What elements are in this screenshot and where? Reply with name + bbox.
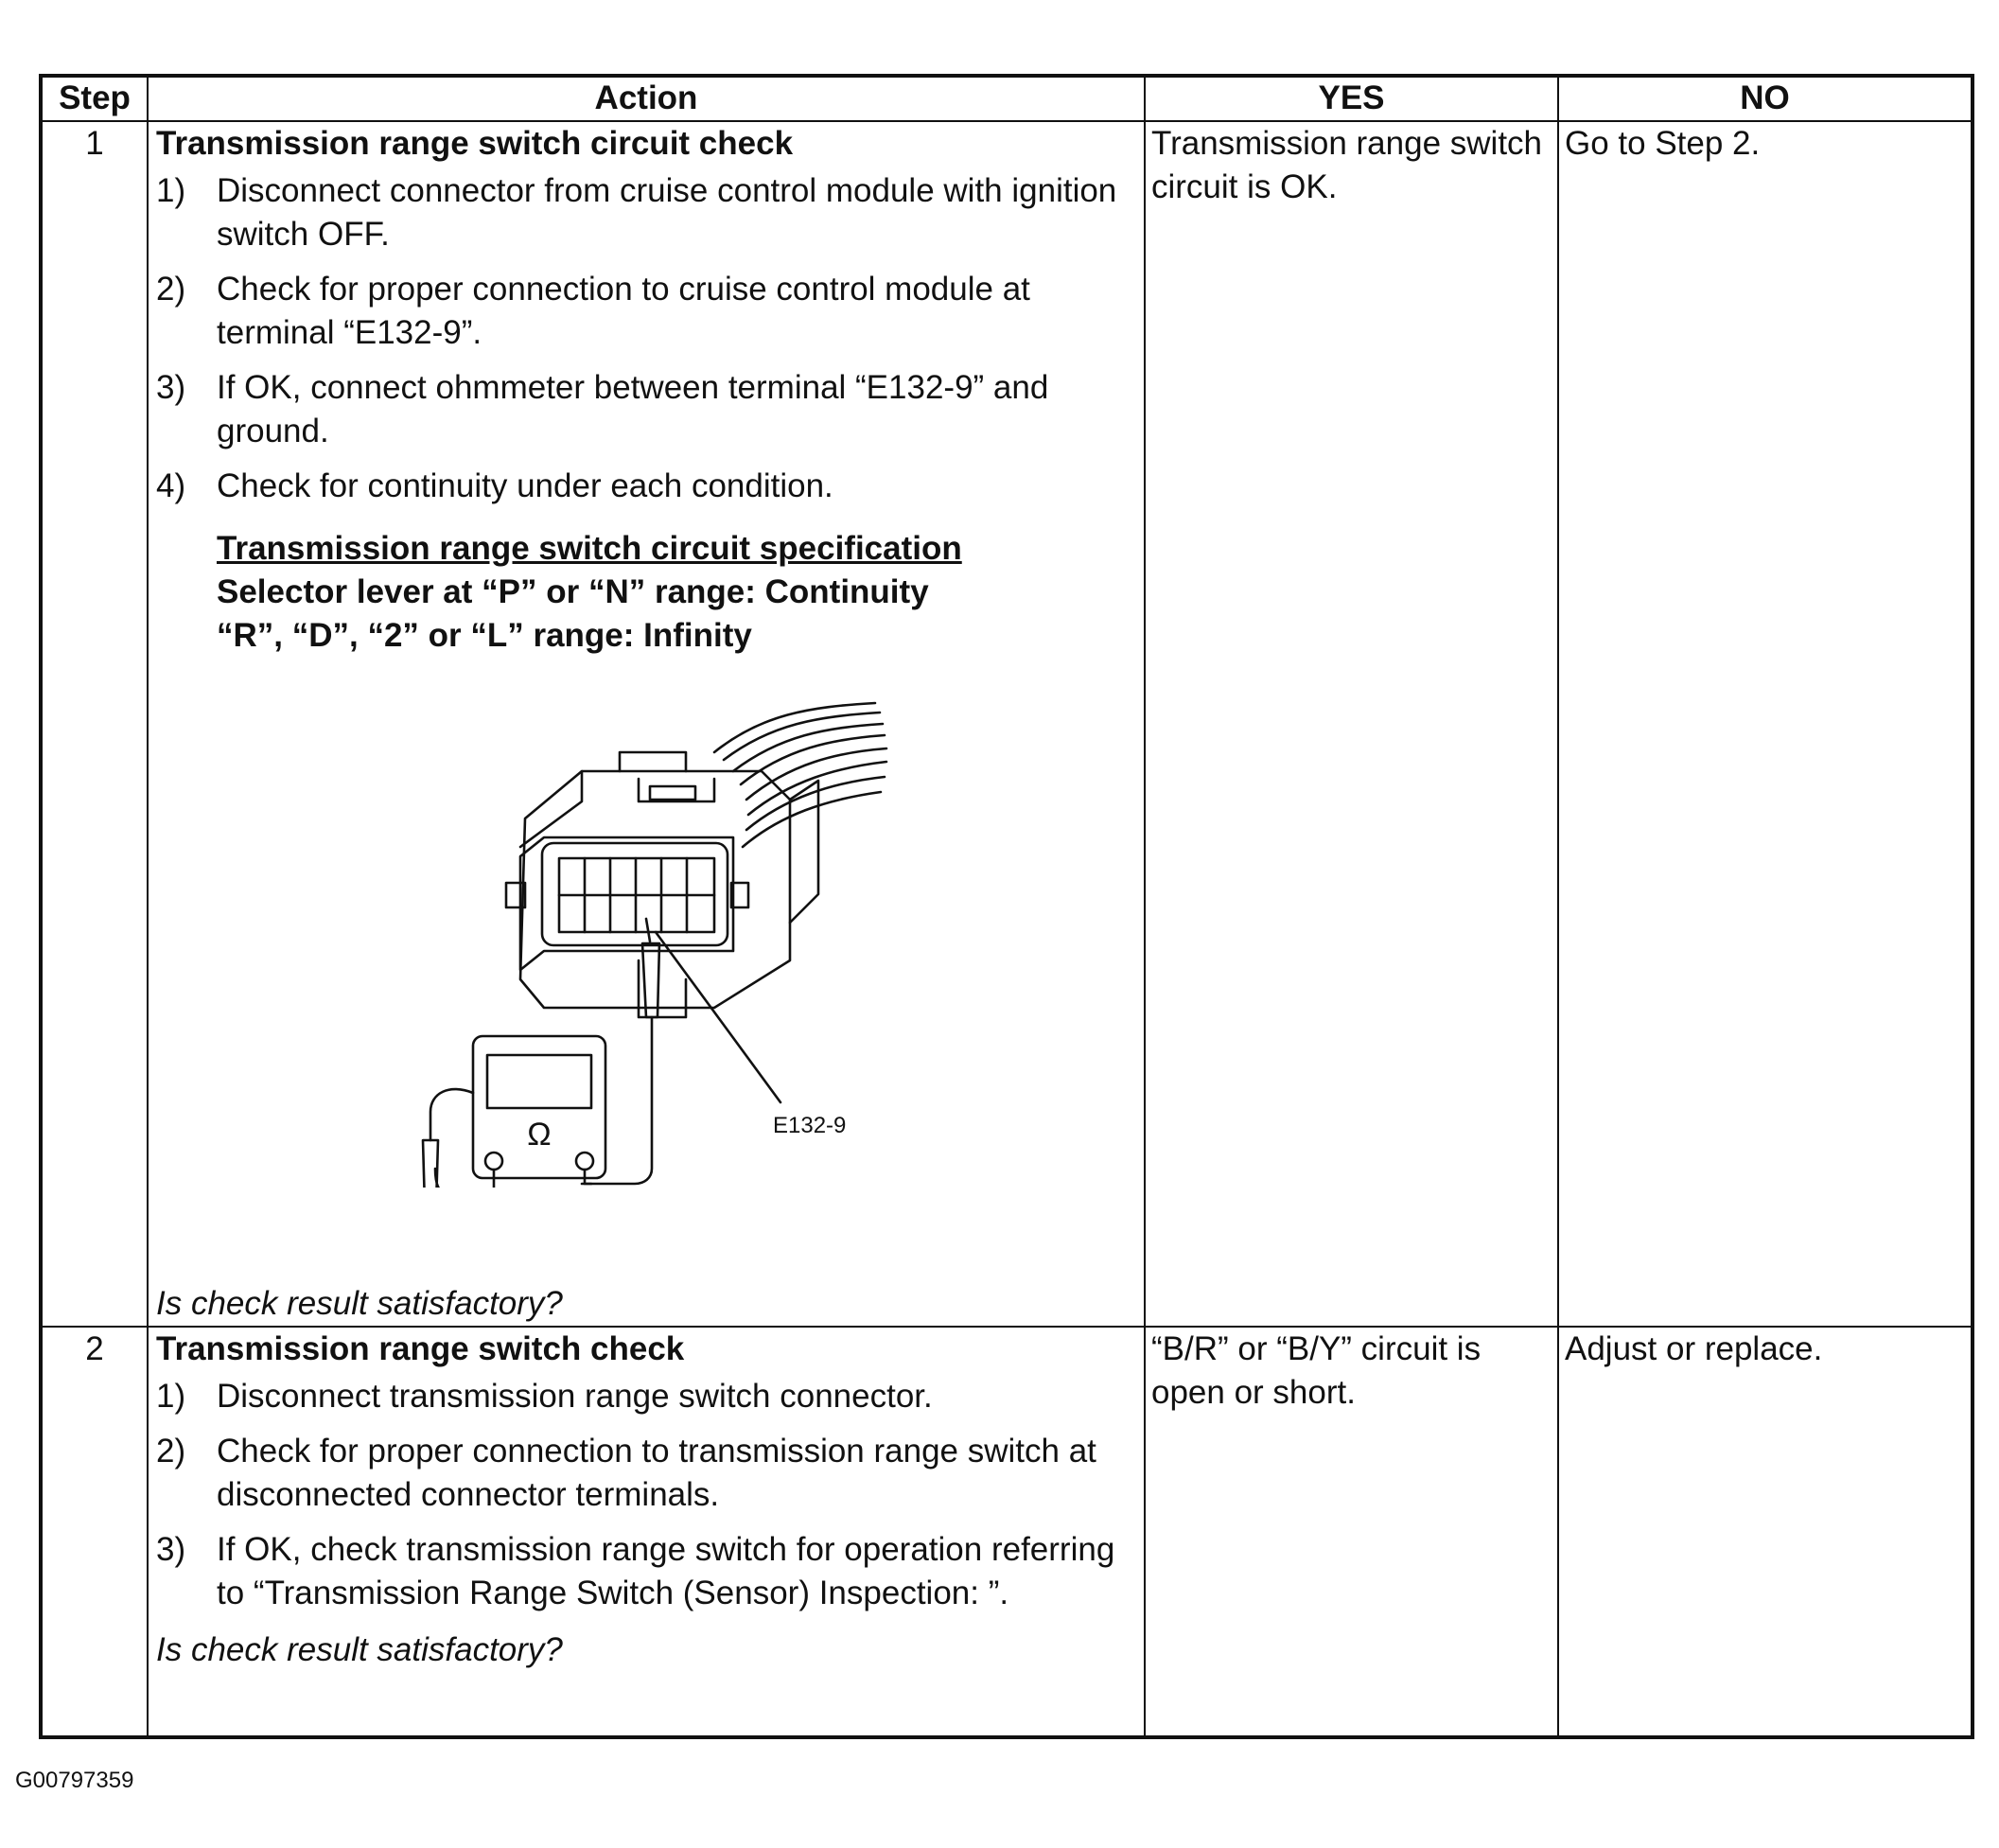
header-row: [41, 76, 1973, 121]
diagnostic-table: [39, 74, 1974, 1739]
spec-line: Selector lever at “P” or “N” range: Continuity: [217, 573, 929, 610]
action-cell: [148, 121, 1145, 1327]
step-number: 2: [41, 1327, 148, 1737]
item-number: 2): [156, 1433, 186, 1470]
item-text: Disconnect connector from cruise control module with ignition switch OFF.: [217, 172, 1117, 253]
item-text: If OK, connect ohmmeter between terminal “E132-9” and ground.: [217, 369, 1049, 449]
check-question: Is check result satisfactory?: [156, 1285, 563, 1322]
list-item: [156, 1375, 1136, 1418]
header-yes: YES: [1145, 76, 1558, 121]
spec-line: “R”, “D”, “2” or “L” range: Infinity: [217, 617, 752, 654]
table-row-step-2: [41, 1327, 1973, 1737]
list-item: [156, 366, 1136, 453]
item-number: 3): [156, 1531, 186, 1568]
yes-result: “B/R” or “B/Y” circuit is open or short.: [1145, 1327, 1558, 1737]
action-list: [156, 169, 1136, 508]
connector-ohmmeter-diagram: [402, 695, 932, 1188]
ohmmeter: [435, 1036, 605, 1188]
list-item: [156, 169, 1136, 256]
wire-bundle: [714, 703, 886, 847]
item-text: Check for proper connection to transmission range switch at disconnected connector terminals.: [217, 1433, 1096, 1513]
list-item: [156, 268, 1136, 355]
list-item: [156, 1430, 1136, 1517]
specification-block: [217, 527, 1136, 658]
list-item: [156, 465, 1136, 508]
item-number: 4): [156, 467, 186, 504]
diagram-area: [156, 658, 1136, 1282]
image-code: G00797359: [15, 1768, 134, 1793]
item-text: If OK, check transmission range switch for operation referring to “Transmission Range Switch (Sensor) Inspection: ”.: [217, 1531, 1115, 1611]
terminal-grid: [559, 858, 714, 932]
step-number: 1: [41, 121, 148, 1327]
check-question: Is check result satisfactory?: [156, 1631, 563, 1668]
item-number: 2): [156, 271, 186, 308]
ohm-symbol: Ω: [527, 1117, 552, 1153]
item-number: 1): [156, 1378, 186, 1415]
list-item: [156, 1528, 1136, 1615]
item-number: 1): [156, 172, 186, 209]
header-no: NO: [1558, 76, 1973, 121]
table-row-step-1: [41, 121, 1973, 1327]
action-list: [156, 1375, 1136, 1615]
terminal-label: E132-9: [773, 1113, 847, 1138]
item-number: 3): [156, 369, 186, 406]
yes-result: Transmission range switch circuit is OK.: [1145, 121, 1558, 1327]
action-title: Transmission range switch circuit check: [156, 125, 794, 162]
no-result: Adjust or replace.: [1558, 1327, 1973, 1737]
header-step: Step: [41, 76, 148, 121]
meter-probe: [582, 919, 780, 1184]
item-text: Check for proper connection to cruise control module at terminal “E132-9”.: [217, 271, 1030, 351]
item-text: Check for continuity under each condition.: [217, 467, 833, 504]
no-result: Go to Step 2.: [1558, 121, 1973, 1327]
header-action: Action: [148, 76, 1145, 121]
action-cell: [148, 1327, 1145, 1737]
item-text: Disconnect transmission range switch connector.: [217, 1378, 933, 1415]
ground-probe: [412, 1089, 473, 1188]
spec-title: Transmission range switch circuit specification: [217, 530, 962, 567]
action-title: Transmission range switch check: [156, 1330, 685, 1367]
